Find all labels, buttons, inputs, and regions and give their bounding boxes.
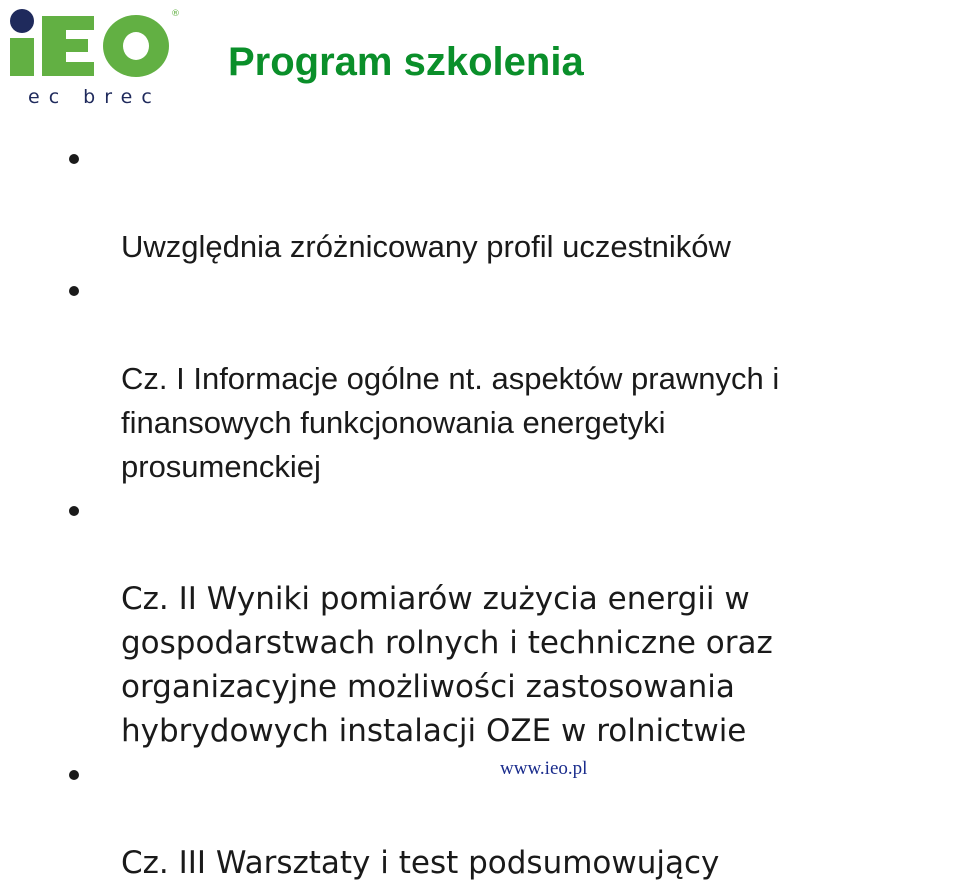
logo-subtitle: ec brec bbox=[28, 86, 161, 108]
bullet-text: Cz. II Wyniki pomiarów zużycia energii w gospodarstwach rolnych i techniczne oraz organizacyjne możliwości zastosowania hybrydowych instalacji OZE w rolnictwie bbox=[121, 581, 773, 749]
footer-url: www.ieo.pl bbox=[500, 758, 588, 779]
bullet-item bbox=[0, 137, 960, 269]
ieo-logo-mark bbox=[6, 6, 182, 86]
bullet-dot-icon bbox=[69, 770, 79, 780]
bullet-list bbox=[0, 137, 960, 885]
bullet-dot-icon bbox=[69, 154, 79, 164]
bullet-text: Cz. I Informacje ogólne nt. aspektów prawnych i finansowych funkcjonowania energetyki prosumenckiej bbox=[121, 361, 780, 484]
bullet-text: Cz. III Warsztaty i test podsumowujący bbox=[121, 845, 720, 881]
bullet-item bbox=[0, 489, 960, 753]
bullet-text: Uwzględnia zróżnicowany profil uczestników bbox=[121, 229, 731, 264]
ieo-logo bbox=[6, 6, 182, 106]
bullet-item bbox=[0, 753, 960, 885]
bullet-item bbox=[0, 269, 960, 489]
bullet-dot-icon bbox=[69, 286, 79, 296]
bullet-dot-icon bbox=[69, 506, 79, 516]
slide-title: Program szkolenia bbox=[228, 40, 584, 84]
registered-mark: ® bbox=[171, 9, 180, 19]
